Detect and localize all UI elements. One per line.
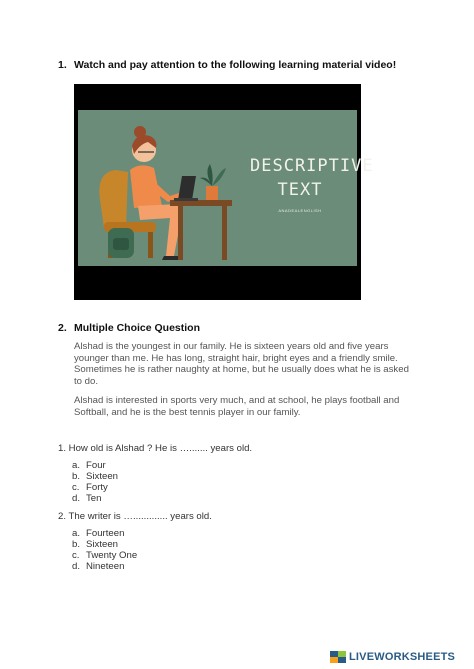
section-1-title: Watch and pay attention to the following learning material video!	[74, 59, 397, 71]
option-item[interactable]: d. Nineteen	[72, 561, 125, 572]
section-2-number: 2.	[58, 322, 67, 334]
question-2-options	[72, 528, 137, 572]
video-player[interactable]	[74, 84, 374, 300]
option-item[interactable]: c. Twenty One	[72, 550, 138, 561]
option-item[interactable]: a. Fourteen	[72, 528, 125, 539]
section-1-heading	[58, 59, 396, 71]
option-item[interactable]: d. Ten	[72, 493, 102, 504]
section-2-title: Multiple Choice Question	[74, 322, 201, 334]
passage-paragraph-1: Alshad is the youngest in our family. He is sixteen years old and five years younger than me. He has long, straight hair, bright eyes and a friendly smile. Sometimes he is rather naughty at home, but he usually does what he is asked to do.	[74, 341, 409, 388]
option-item[interactable]: c. Forty	[72, 482, 108, 493]
section-1-number: 1.	[58, 59, 67, 71]
passage-paragraph-2: Alshad is interested in sports very much, and at school, he plays football and Softball, and he is the best tennis player in our family.	[74, 395, 400, 418]
option-item[interactable]: b. Sixteen	[72, 539, 118, 550]
liveworksheets-logo[interactable]	[330, 650, 455, 664]
brand-name: LIVEWORKSHEETS	[349, 651, 456, 663]
question-1-options	[72, 460, 118, 504]
video-title-line1: DESCRIPTIVE	[250, 156, 374, 176]
video-title	[250, 154, 374, 202]
video-thumbnail[interactable]	[78, 110, 374, 266]
logo-icon	[330, 651, 346, 663]
section-2-heading	[58, 322, 200, 334]
woman-at-desk-illustration	[78, 110, 248, 266]
option-item[interactable]: b. Sixteen	[72, 471, 118, 482]
video-subtitle: ANADEALENGLISH	[278, 208, 322, 213]
question-1: 1. How old is Alshad ? He is …....... years old.	[58, 443, 253, 454]
option-item[interactable]: a. Four	[72, 460, 106, 471]
video-title-line2: TEXT	[277, 180, 323, 200]
question-2: 2. The writer is …............. years old.	[58, 511, 212, 522]
